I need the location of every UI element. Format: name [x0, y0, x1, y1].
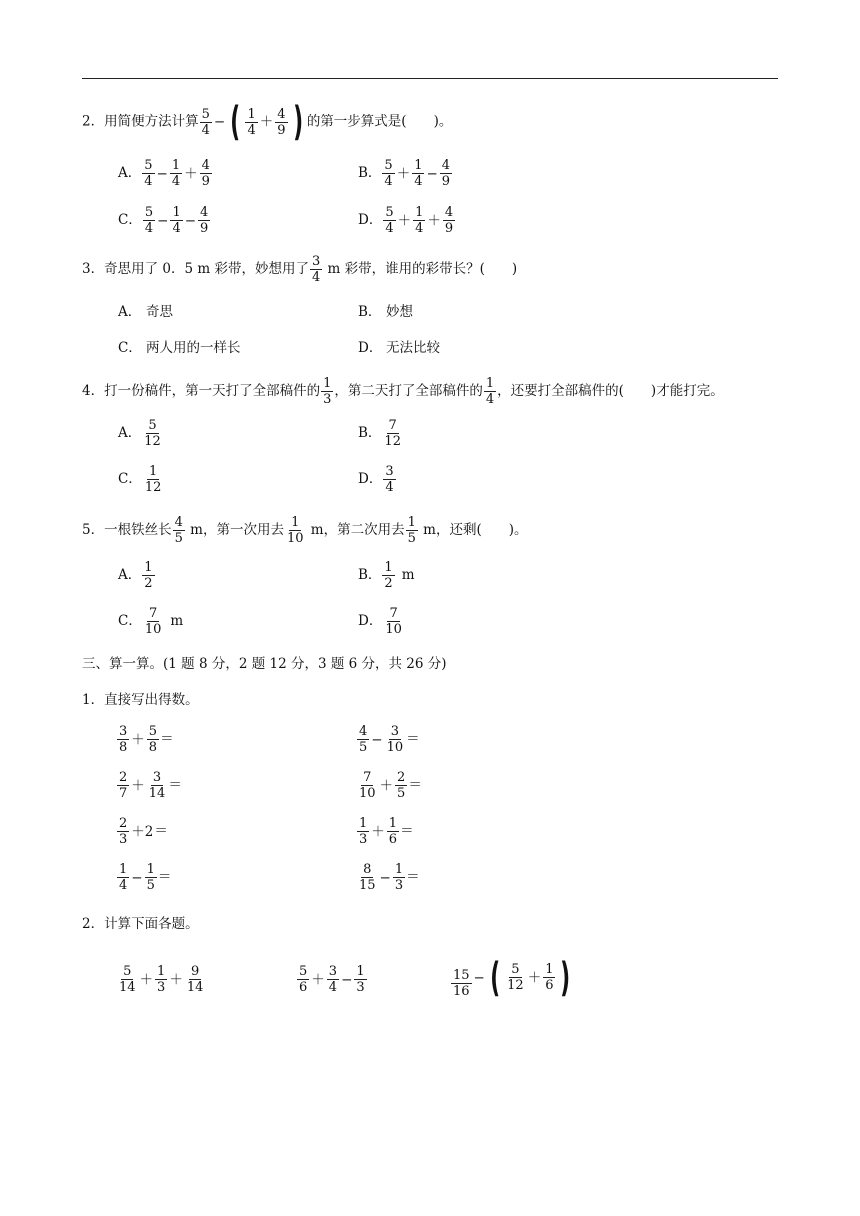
- plus-sign: ＋: [259, 114, 274, 130]
- option-d[interactable]: D． $\frac{5}{4}$ ＋ $\frac{1}{4}$ ＋ $\frac{4}{9}$: [358, 205, 454, 236]
- right-paren: ): [560, 954, 571, 1001]
- fraction: $\frac{1}{5}$: [146, 862, 155, 893]
- fraction: $\frac{5}{4}$: [201, 106, 210, 138]
- fraction: $\frac{1}{4}$: [485, 376, 495, 407]
- fraction: $\frac{1}{3}$: [157, 964, 166, 995]
- fraction: $\frac{1}{4}$: [415, 205, 424, 236]
- option-label: C．: [118, 212, 142, 228]
- fraction: $\frac{1}{6}$: [545, 962, 554, 993]
- fraction: $\frac{4}{9}$: [200, 205, 209, 236]
- option-label: D．: [358, 212, 383, 228]
- fraction: $\frac{5}{4}$: [385, 205, 394, 236]
- option-label: B．: [358, 165, 382, 181]
- fraction: $\frac{1}{2}$: [144, 560, 153, 591]
- question-text: 一根铁丝长: [104, 522, 172, 538]
- fraction: $\frac{5}{8}$: [148, 724, 158, 755]
- option-b[interactable]: B． 妙想: [358, 304, 413, 320]
- fraction: $\frac{3}{4}$: [328, 964, 338, 995]
- fraction: $\frac{7}{10}$: [144, 606, 162, 637]
- question-number: 4．: [82, 383, 105, 399]
- option-d[interactable]: D． 无法比较: [358, 340, 440, 356]
- fraction: $\frac{5}{4}$: [144, 205, 154, 236]
- option-d[interactable]: D． $\frac{3}{4}$: [358, 464, 394, 495]
- fraction: $\frac{1}{3}$: [394, 862, 404, 893]
- question-3: [82, 254, 517, 285]
- left-paren: (: [489, 954, 501, 1001]
- fraction: $\frac{4}{5}$: [174, 515, 183, 546]
- fraction: $\frac{2}{3}$: [119, 816, 128, 847]
- fraction: $\frac{1}{3}$: [323, 376, 332, 407]
- fraction: $\frac{5}{4}$: [384, 158, 393, 189]
- option-a[interactable]: A． 奇思: [118, 304, 173, 320]
- question-text: ，还要打全部稿件的( )才能打完。: [497, 383, 724, 399]
- fraction: $\frac{1}{4}$: [414, 158, 423, 189]
- question-text: 奇思用了 0．5 m 彩带，妙想用了: [104, 261, 309, 277]
- question-text: m，第一次用去: [185, 522, 284, 538]
- fraction: $\frac{7}{10}$: [385, 606, 402, 637]
- fraction: $\frac{15}{16}$: [453, 968, 470, 999]
- question-4: [82, 376, 724, 407]
- calc-item: $\frac{3}{8}$ ＋ $\frac{5}{8}$ ＝: [119, 724, 174, 755]
- question-5: [82, 515, 528, 546]
- fraction: $\frac{4}{9}$: [201, 158, 210, 189]
- part-1-title: 1．直接写出得数。: [82, 692, 199, 708]
- fraction: $\frac{7}{12}$: [384, 418, 401, 449]
- fraction: $\frac{4}{9}$: [444, 205, 454, 236]
- fraction: $\frac{3}{14}$: [148, 770, 166, 801]
- question-text: m，还剩( )。: [418, 522, 528, 538]
- fraction: $\frac{5}{12}$: [144, 418, 161, 449]
- fraction: $\frac{1}{2}$: [384, 560, 393, 591]
- option-c[interactable]: C． 两人用的一样长: [118, 340, 241, 356]
- fraction: $\frac{5}{4}$: [144, 158, 153, 189]
- option-d[interactable]: D． $\frac{7}{10}$: [358, 606, 402, 637]
- option-c[interactable]: C． $\frac{7}{10}$ m: [118, 606, 184, 637]
- fraction: $\frac{1}{10}$: [286, 515, 304, 546]
- question-number: 2．: [82, 113, 105, 130]
- fraction: $\frac{4}{5}$: [359, 724, 368, 755]
- fraction: $\frac{3}{4}$: [385, 464, 394, 495]
- fraction: $\frac{8}{15}$: [359, 862, 376, 893]
- calc-item: $\frac{8}{15}$ − $\frac{1}{3}$ ＝: [359, 862, 420, 893]
- part-2-title: 2．计算下面各题。: [82, 916, 199, 932]
- calc-item: $\frac{2}{3}$ ＋2＝: [119, 816, 168, 847]
- fraction: $\frac{5}{12}$: [507, 962, 524, 993]
- option-a[interactable]: A． $\frac{1}{2}$: [118, 560, 153, 591]
- option-a[interactable]: A． $\frac{5}{12}$: [118, 418, 161, 449]
- header-rule: [82, 78, 778, 79]
- calc-item: $\frac{4}{5}$ − $\frac{3}{10}$ ＝: [359, 724, 420, 755]
- option-b[interactable]: B． $\frac{5}{4}$ ＋ $\frac{1}{4}$ − $\frac{4}{9}$: [358, 158, 451, 189]
- calc-item: $\frac{1}{4}$ − $\frac{1}{5}$ ＝: [119, 862, 172, 893]
- question-2: [82, 99, 453, 145]
- option-b[interactable]: B． $\frac{7}{12}$: [358, 418, 401, 449]
- option-b[interactable]: B． $\frac{1}{2}$ m: [358, 560, 415, 591]
- expression-1: $\frac{5}{14}$ ＋ $\frac{1}{3}$ ＋ $\frac{9}{14}$: [119, 964, 204, 995]
- question-number: 5．: [82, 522, 105, 538]
- fraction: $\frac{3}{10}$: [386, 724, 404, 755]
- option-c[interactable]: C． $\frac{1}{12}$: [118, 464, 162, 495]
- fraction: $\frac{5}{6}$: [299, 964, 308, 995]
- option-c[interactable]: C． $\frac{5}{4}$ − $\frac{1}{4}$ − $\frac{4}{9}$: [118, 205, 209, 236]
- fraction: $\frac{1}{3}$: [359, 816, 368, 847]
- calc-item: $\frac{2}{7}$ ＋ $\frac{3}{14}$ ＝: [119, 770, 182, 801]
- fraction: $\frac{2}{7}$: [119, 770, 128, 801]
- fraction: $\frac{1}{3}$: [356, 964, 365, 995]
- fraction: $\frac{2}{5}$: [397, 770, 406, 801]
- minus-sign: −: [213, 114, 226, 130]
- fraction: $\frac{7}{10}$: [359, 770, 376, 801]
- fraction: $\frac{4}{9}$: [441, 158, 451, 189]
- right-paren: ): [292, 99, 303, 145]
- fraction: $\frac{5}{14}$: [119, 964, 136, 995]
- fraction: $\frac{1}{4}$: [172, 205, 181, 236]
- fraction: $\frac{1}{12}$: [144, 464, 162, 495]
- fraction: $\frac{1}{5}$: [407, 515, 416, 546]
- option-label: A．: [118, 165, 142, 181]
- fraction: $\frac{3}{8}$: [119, 724, 128, 755]
- question-text: 打一份稿件，第一天打了全部稿件的: [104, 383, 321, 399]
- question-text: 用简便方法计算: [104, 113, 199, 130]
- fraction: $\frac{9}{14}$: [186, 964, 204, 995]
- fraction: $\frac{3}{4}$: [311, 254, 321, 285]
- left-paren: (: [230, 99, 241, 145]
- fraction: $\frac{1}{4}$: [119, 862, 128, 893]
- calc-item: $\frac{1}{3}$ ＋ $\frac{1}{6}$ ＝: [359, 816, 414, 847]
- expression-3: $\frac{15}{16}$ − ( $\frac{5}{12}$ ＋ $\frac{1}{6}$ ): [453, 954, 571, 1001]
- option-a[interactable]: A． $\frac{5}{4}$ − $\frac{1}{4}$ ＋ $\frac{4}{9}$: [118, 158, 210, 189]
- fraction: $\frac{4}{9}$: [277, 106, 286, 138]
- question-text: m 彩带，谁用的彩带长？( ): [323, 261, 518, 277]
- question-number: 3．: [82, 261, 105, 277]
- fraction: $\frac{1}{6}$: [388, 816, 398, 847]
- fraction: $\frac{1}{4}$: [171, 158, 181, 189]
- question-text: m，第二次用去: [306, 522, 405, 538]
- question-text: ，第二天打了全部稿件的: [334, 383, 483, 399]
- section-title: 三、算一算。(1 题 8 分，2 题 12 分，3 题 6 分，共 26 分): [82, 656, 447, 672]
- expression-2: $\frac{5}{6}$ ＋ $\frac{3}{4}$ − $\frac{1}{3}$: [299, 964, 365, 995]
- calc-item: $\frac{7}{10}$ ＋ $\frac{2}{5}$ ＝: [359, 770, 422, 801]
- question-text: 的第一步算式是( )。: [306, 113, 453, 130]
- fraction: $\frac{1}{4}$: [247, 106, 256, 138]
